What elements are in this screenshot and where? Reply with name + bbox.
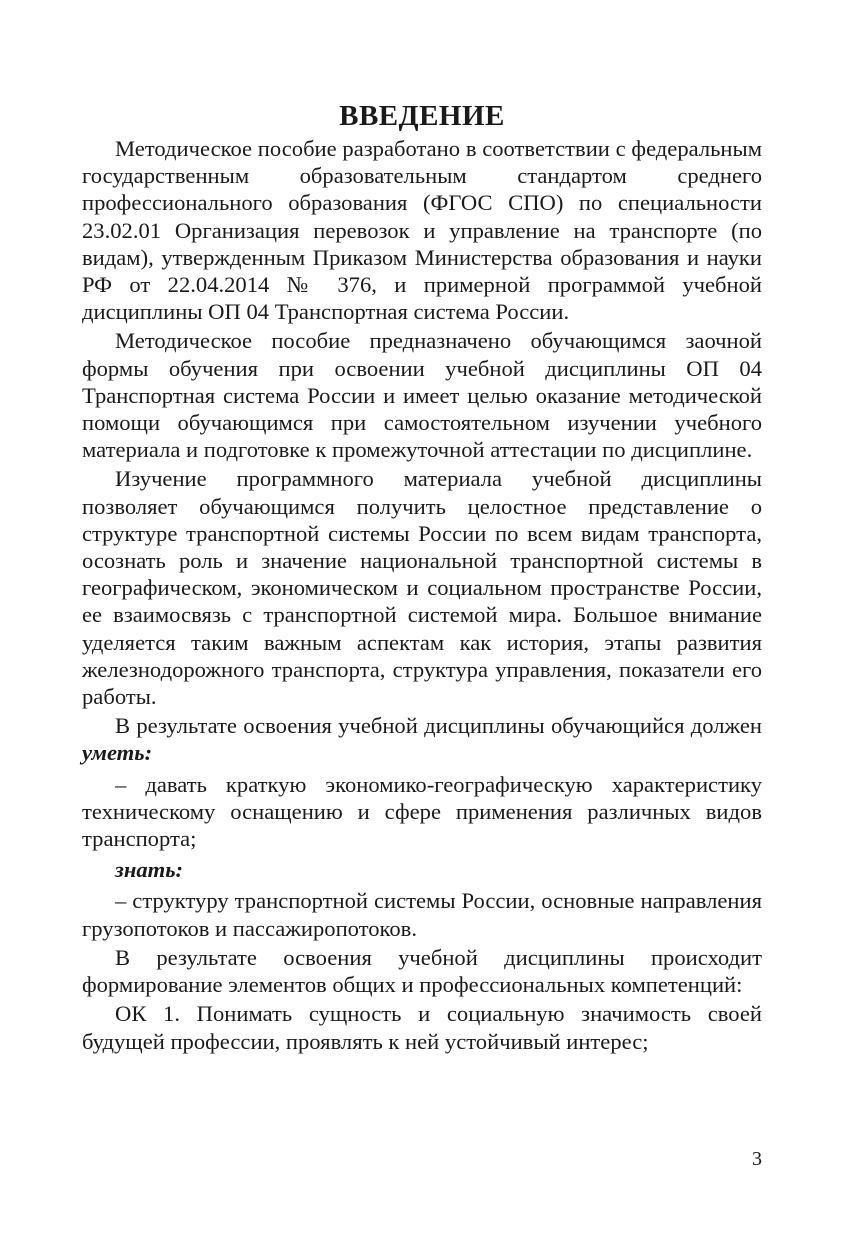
page-number: 3	[752, 1148, 762, 1170]
paragraph-competency-ok1: ОК 1. Понимать сущность и социальную значимость своей будущей профессии, проявлять к ней устойчивый интерес;	[82, 1001, 762, 1054]
paragraph-audience: Методическое пособие предназначено обучающимся заочной формы обучения при освоении учебной дисциплины ОП 04 Транспортная система России и имеет целью оказание методической помощи обучающимся при самостоятельном изучении учебного материала и подготовке к промежуточной аттестации по дисциплине.	[82, 328, 762, 463]
paragraph-purpose: Методическое пособие разработано в соответствии с федеральным государственным образовательным стандартом среднего профессионального образования (ФГОС СПО) по специальности 23.02.01 Организация перевозок и управление на транспорте (по видам), утвержденным Приказом Министерства образования и науки РФ от 22.04.2014 № 376, и примерной программой учебной дисциплины ОП 04 Транспортная система России.	[82, 136, 762, 325]
list-item-skill: – давать краткую экономико-географическую характеристику техническому оснащению и сфере применения различных видов транспорта;	[82, 771, 762, 852]
paragraph-competencies-intro: В результате освоения учебной дисциплины происходит формирование элементов общих и профессиональных компетенций:	[82, 944, 762, 998]
page-title: ВВЕДЕНИЕ	[339, 100, 505, 132]
body-text	[82, 135, 762, 1057]
skills-intro-text: В результате освоения учебной дисциплины обучающийся должен	[115, 713, 762, 739]
paragraph-content: Изучение программного материала учебной дисциплины позволяет обучающимся получить целостное представление о структуре транспортной системы России по всем видам транспорта, осознать роль и значение национальной транспортной системы в географическом, экономическом и социальном пространстве России, ее взаимосвязь с транспортной системой мира. Большое внимание уделяется таким важным аспектам как история, этапы развития железнодорожного транспорта, структура управления, показатели его работы.	[82, 466, 762, 710]
skills-keyword: уметь:	[82, 740, 153, 766]
paragraph-skills-intro	[82, 712, 762, 766]
list-item-knowledge: – структуру транспортной системы России, основные направления грузопотоков и пассажиропотоков.	[82, 888, 762, 941]
knowledge-label: знать:	[115, 857, 184, 883]
